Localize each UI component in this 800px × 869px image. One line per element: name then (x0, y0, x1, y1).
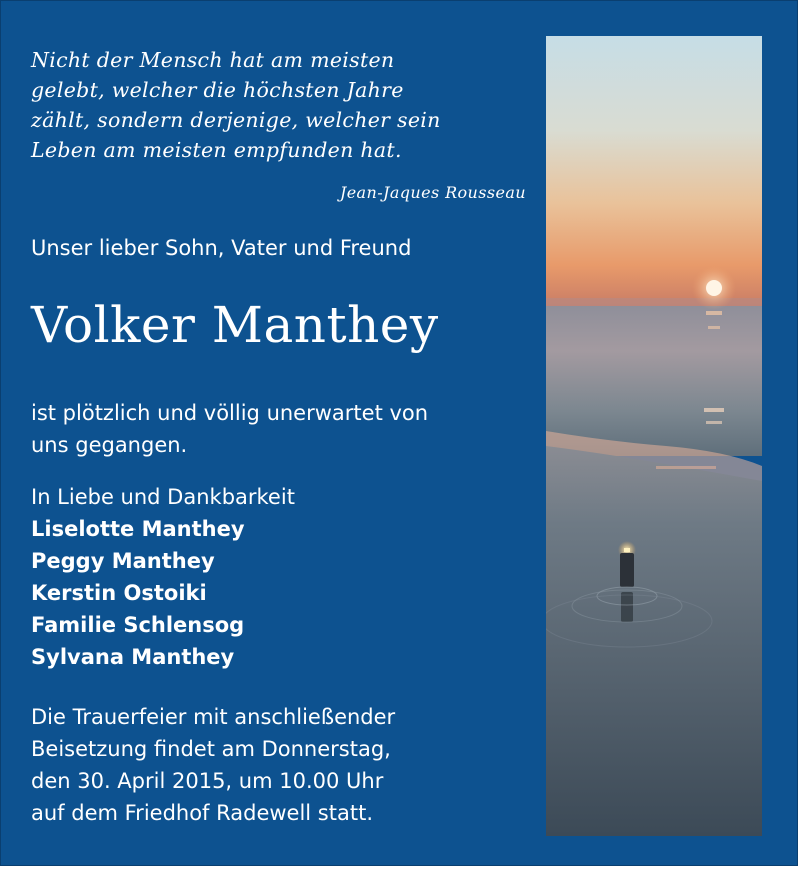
funeral-line: auf dem Friedhof Radewell statt. (31, 801, 373, 825)
message-line: ist plötzlich und völlig unerwartet von (31, 401, 429, 425)
quote-line: zählt, sondern derjenige, welcher sein (31, 108, 441, 132)
quote-line: Nicht der Mensch hat am meisten (31, 48, 395, 72)
funeral-line: Beisetzung findet am Donnerstag, (31, 737, 391, 761)
mourners (31, 481, 531, 673)
message-line: uns gegangen. (31, 433, 188, 457)
sunset-beach-photo (546, 36, 762, 836)
quote-author: Jean-Jaques Rousseau (339, 183, 526, 202)
funeral-line: Die Trauerfeier mit anschließender (31, 705, 396, 729)
mourner-name: Kerstin Ostoiki (31, 581, 207, 605)
intro-text: Unser lieber Sohn, Vater und Freund (31, 236, 412, 260)
quote (31, 45, 531, 165)
funeral-info (31, 701, 541, 829)
mourner-name: Peggy Manthey (31, 549, 215, 573)
mourner-name: Sylvana Manthey (31, 645, 235, 669)
sunset-beach-image (546, 36, 762, 836)
mourners-intro: In Liebe und Dankbarkeit (31, 485, 295, 509)
funeral-line: den 30. April 2015, um 10.00 Uhr (31, 769, 384, 793)
quote-line: Leben am meisten empfunden hat. (31, 138, 402, 162)
message (31, 397, 531, 461)
quote-line: gelebt, welcher die höchsten Jahre (31, 78, 404, 102)
mourner-name: Familie Schlensog (31, 613, 245, 637)
mourner-name: Liselotte Manthey (31, 517, 245, 541)
deceased-name: Volker Manthey (31, 296, 439, 354)
